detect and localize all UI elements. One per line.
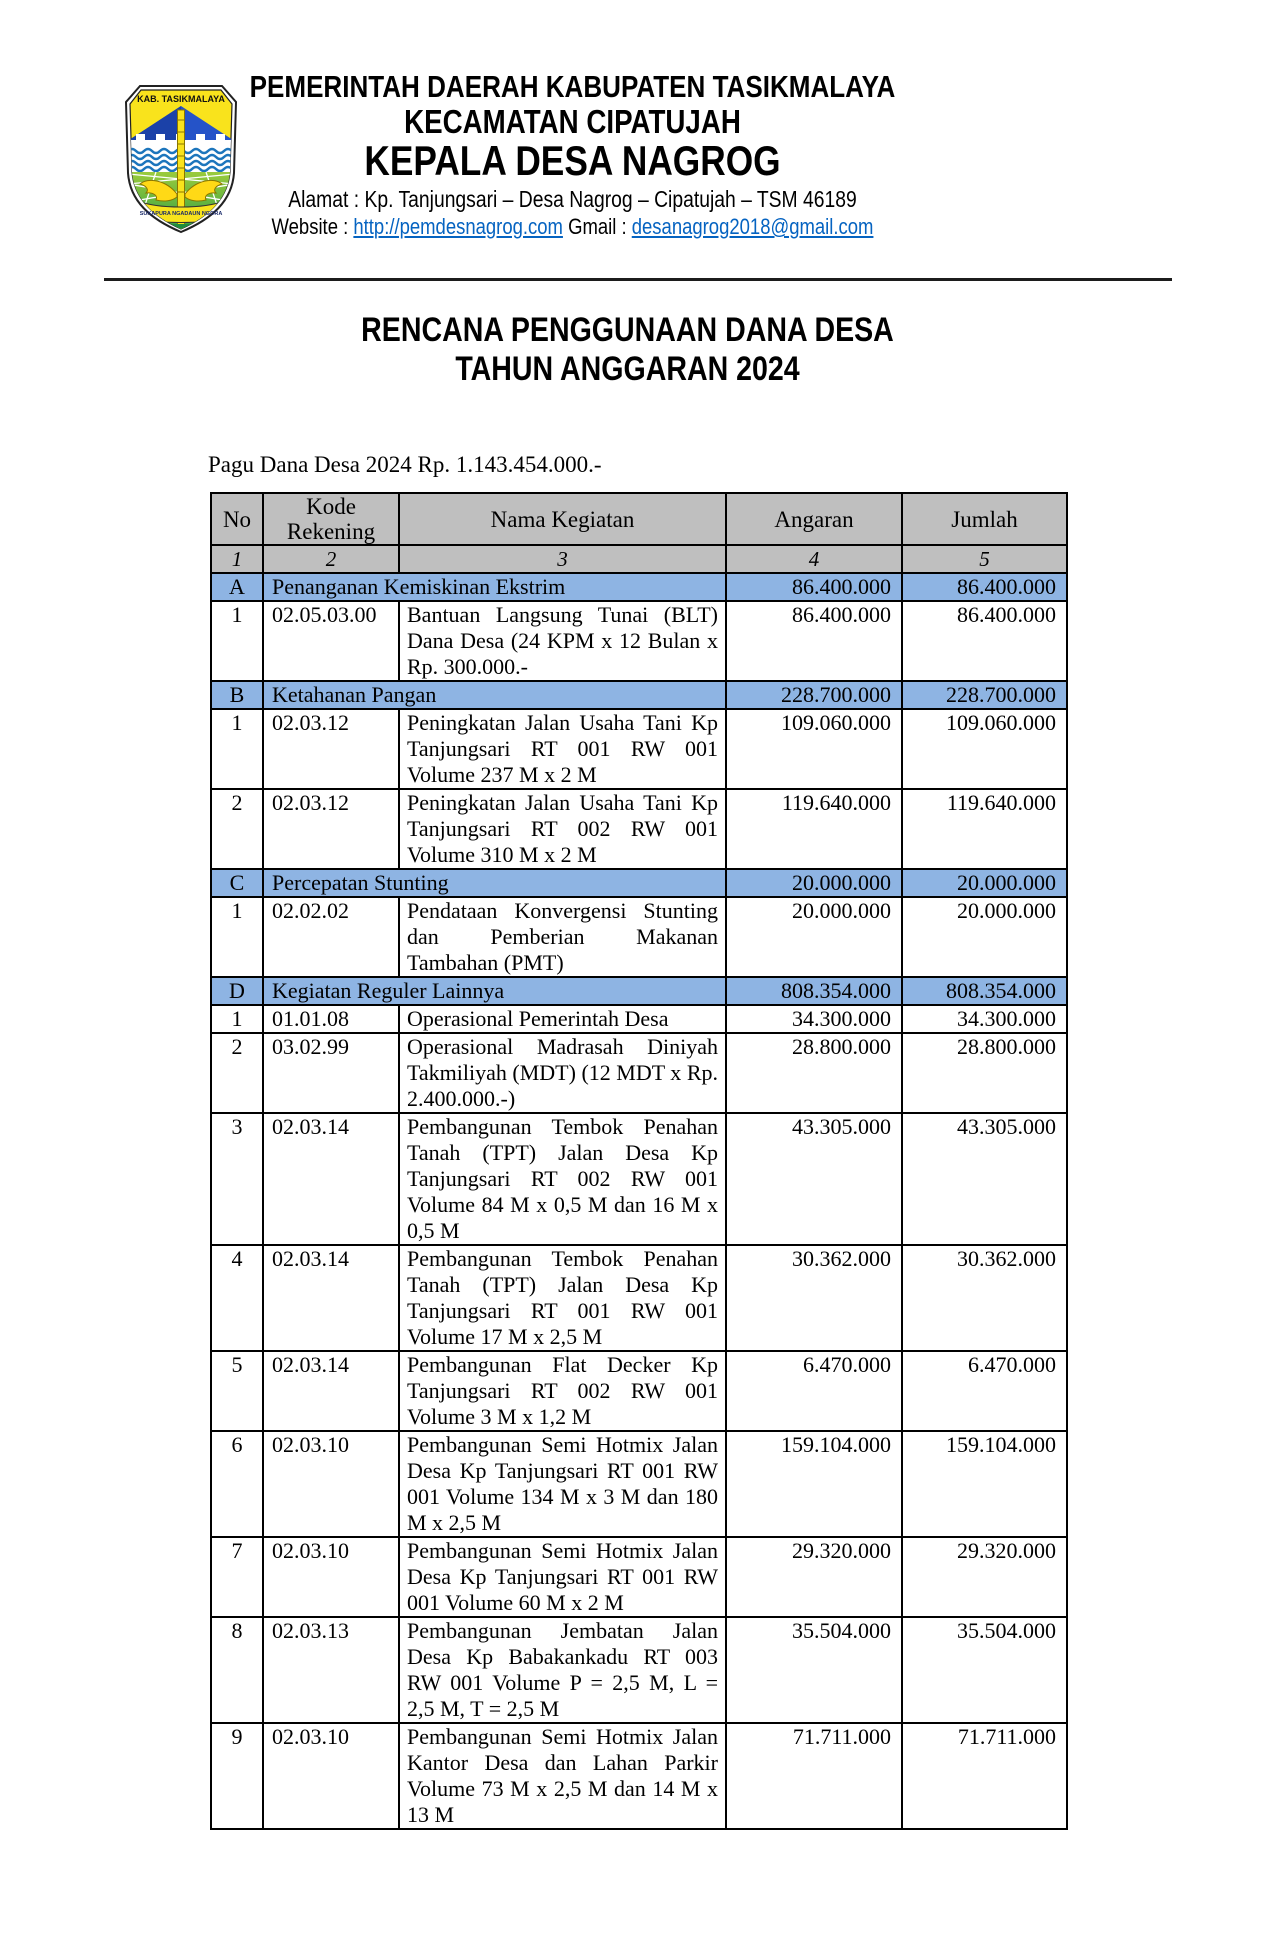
activity-row: [211, 601, 1067, 681]
no-cell: 3: [211, 1113, 263, 1245]
kode-rekening-cell: 02.02.02: [263, 897, 399, 977]
no-cell: 4: [211, 1245, 263, 1351]
no-cell: 8: [211, 1617, 263, 1723]
section-row: [211, 869, 1067, 897]
activity-row: [211, 1245, 1067, 1351]
website-label: Website :: [271, 214, 354, 239]
section-row: [211, 681, 1067, 709]
office-name: KEPALA DESA NAGROG: [364, 137, 781, 184]
angaran-cell: 86.400.000: [726, 601, 902, 681]
activity-row: [211, 1431, 1067, 1537]
doc-title-line2: TAHUN ANGGARAN 2024: [455, 350, 800, 388]
no-cell: 1: [211, 1005, 263, 1033]
gmail-label: Gmail :: [562, 214, 632, 239]
kegiatan-cell: Pembangunan Semi Hotmix Jalan Desa Kp Tanjungsari RT 001 RW 001 Volume 134 M x 3 M dan 180 M x 2,5 M: [399, 1431, 726, 1537]
doc-title-line1: RENCANA PENGGUNAAN DANA DESA: [361, 311, 894, 349]
kode-rekening-cell: 02.03.12: [263, 789, 399, 869]
no-cell: A: [211, 573, 263, 601]
jumlah-cell: 20.000.000: [902, 869, 1067, 897]
document-title: [105, 311, 1150, 389]
angaran-cell: 109.060.000: [726, 709, 902, 789]
section-name-cell: Percepatan Stunting: [263, 869, 726, 897]
angaran-cell: 34.300.000: [726, 1005, 902, 1033]
address-line: Alamat : Kp. Tanjungsari – Desa Nagrog – Cipatujah – TSM 46189: [288, 186, 857, 212]
jumlah-cell: 28.800.000: [902, 1033, 1067, 1113]
jumlah-cell: 29.320.000: [902, 1537, 1067, 1617]
no-cell: D: [211, 977, 263, 1005]
no-cell: 6: [211, 1431, 263, 1537]
angaran-cell: 71.711.000: [726, 1723, 902, 1829]
jumlah-cell: 808.354.000: [902, 977, 1067, 1005]
jumlah-cell: 86.400.000: [902, 573, 1067, 601]
logo-caption: KAB. TASIKMALAYA: [137, 94, 225, 104]
section-row: [211, 573, 1067, 601]
table-header-row: [211, 493, 1067, 545]
angaran-cell: 159.104.000: [726, 1431, 902, 1537]
kegiatan-cell: Pembangunan Flat Decker Kp Tanjungsari RT 002 RW 001 Volume 3 M x 1,2 M: [399, 1351, 726, 1431]
section-row: [211, 977, 1067, 1005]
jumlah-cell: 43.305.000: [902, 1113, 1067, 1245]
activity-row: [211, 1351, 1067, 1431]
activity-row: [211, 789, 1067, 869]
activity-row: [211, 1113, 1067, 1245]
activity-row: [211, 897, 1067, 977]
col-header-kode-rekening: Kode Rekening: [263, 493, 399, 545]
gmail-link[interactable]: desanagrog2018@gmail.com: [631, 214, 874, 239]
kode-rekening-cell: 02.03.10: [263, 1723, 399, 1829]
letterhead: [105, 70, 1040, 241]
no-cell: C: [211, 869, 263, 897]
jumlah-cell: 35.504.000: [902, 1617, 1067, 1723]
kegiatan-cell: Pembangunan Semi Hotmix Jalan Desa Kp Tanjungsari RT 001 RW 001 Volume 60 M x 2 M: [399, 1537, 726, 1617]
jumlah-cell: 20.000.000: [902, 897, 1067, 977]
kegiatan-cell: Pembangunan Jembatan Jalan Desa Kp Babakankadu RT 003 RW 001 Volume P = 2,5 M, L = 2,5 M, T = 2,5 M: [399, 1617, 726, 1723]
angaran-cell: 28.800.000: [726, 1033, 902, 1113]
budget-table: [210, 492, 1068, 1830]
kegiatan-cell: Bantuan Langsung Tunai (BLT) Dana Desa (24 KPM x 12 Bulan x Rp. 300.000.-: [399, 601, 726, 681]
section-name-cell: Kegiatan Reguler Lainnya: [263, 977, 726, 1005]
kode-rekening-cell: 02.03.14: [263, 1245, 399, 1351]
kode-rekening-cell: 02.03.14: [263, 1113, 399, 1245]
kode-rekening-cell: 02.03.10: [263, 1537, 399, 1617]
angaran-cell: 29.320.000: [726, 1537, 902, 1617]
activity-row: [211, 1005, 1067, 1033]
col-header-jumlah: Jumlah: [902, 493, 1067, 545]
kegiatan-cell: Pendataan Konvergensi Stunting dan Pemberian Makanan Tambahan (PMT): [399, 897, 726, 977]
section-name-cell: Penanganan Kemiskinan Ekstrim: [263, 573, 726, 601]
contact-line: [180, 213, 965, 241]
col-header-angaran: Angaran: [726, 493, 902, 545]
no-cell: 2: [211, 1033, 263, 1113]
angaran-cell: 43.305.000: [726, 1113, 902, 1245]
activity-row: [211, 1617, 1067, 1723]
kode-rekening-cell: 02.03.12: [263, 709, 399, 789]
activity-row: [211, 709, 1067, 789]
kegiatan-cell: Pembangunan Semi Hotmix Jalan Kantor Desa dan Lahan Parkir Volume 73 M x 2,5 M dan 14 M x 13 M: [399, 1723, 726, 1829]
angaran-cell: 119.640.000: [726, 789, 902, 869]
jumlah-cell: 30.362.000: [902, 1245, 1067, 1351]
kode-rekening-cell: 03.02.99: [263, 1033, 399, 1113]
kegiatan-cell: Operasional Madrasah Diniyah Takmiliyah (MDT) (12 MDT x Rp. 2.400.000.-): [399, 1033, 726, 1113]
no-cell: 5: [211, 1351, 263, 1431]
logo-motto: SUKAPURA NGADAUN NGORA: [139, 211, 223, 217]
activity-row: [211, 1033, 1067, 1113]
jumlah-cell: 6.470.000: [902, 1351, 1067, 1431]
no-cell: 7: [211, 1537, 263, 1617]
column-number: 3: [399, 545, 726, 573]
kode-rekening-cell: 02.03.13: [263, 1617, 399, 1723]
jumlah-cell: 109.060.000: [902, 709, 1067, 789]
angaran-cell: 20.000.000: [726, 869, 902, 897]
column-number: 1: [211, 545, 263, 573]
angaran-cell: 86.400.000: [726, 573, 902, 601]
no-cell: B: [211, 681, 263, 709]
website-link[interactable]: http://pemdesnagrog.com: [353, 214, 563, 239]
angaran-cell: 808.354.000: [726, 977, 902, 1005]
district-name: KECAMATAN CIPATUJAH: [404, 103, 741, 140]
jumlah-cell: 86.400.000: [902, 601, 1067, 681]
no-cell: 1: [211, 897, 263, 977]
header-divider: [104, 278, 1172, 281]
column-number-row: [211, 545, 1067, 573]
no-cell: 2: [211, 789, 263, 869]
angaran-cell: 228.700.000: [726, 681, 902, 709]
no-cell: 9: [211, 1723, 263, 1829]
col-header-nama-kegiatan: Nama Kegiatan: [399, 493, 726, 545]
kode-rekening-cell: 01.01.08: [263, 1005, 399, 1033]
col-header-no: No: [211, 493, 263, 545]
angaran-cell: 35.504.000: [726, 1617, 902, 1723]
jumlah-cell: 34.300.000: [902, 1005, 1067, 1033]
jumlah-cell: 119.640.000: [902, 789, 1067, 869]
no-cell: 1: [211, 601, 263, 681]
no-cell: 1: [211, 709, 263, 789]
activity-row: [211, 1723, 1067, 1829]
angaran-cell: 6.470.000: [726, 1351, 902, 1431]
jumlah-cell: 71.711.000: [902, 1723, 1067, 1829]
angaran-cell: 20.000.000: [726, 897, 902, 977]
kegiatan-cell: Pembangunan Tembok Penahan Tanah (TPT) Jalan Desa Kp Tanjungsari RT 002 RW 001 Volume 84 M x 0,5 M dan 16 M x 0,5 M: [399, 1113, 726, 1245]
kegiatan-cell: Peningkatan Jalan Usaha Tani Kp Tanjungsari RT 002 RW 001 Volume 310 M x 2 M: [399, 789, 726, 869]
kegiatan-cell: Peningkatan Jalan Usaha Tani Kp Tanjungsari RT 001 RW 001 Volume 237 M x 2 M: [399, 709, 726, 789]
column-number: 2: [263, 545, 399, 573]
kegiatan-cell: Operasional Pemerintah Desa: [399, 1005, 726, 1033]
column-number: 4: [726, 545, 902, 573]
jumlah-cell: 159.104.000: [902, 1431, 1067, 1537]
column-number: 5: [902, 545, 1067, 573]
kode-rekening-cell: 02.03.14: [263, 1351, 399, 1431]
budget-ceiling-note: Pagu Dana Desa 2024 Rp. 1.143.454.000.-: [208, 452, 602, 477]
activity-row: [211, 1537, 1067, 1617]
jumlah-cell: 228.700.000: [902, 681, 1067, 709]
government-name: PEMERINTAH DAERAH KABUPATEN TASIKMALAYA: [249, 69, 896, 104]
kode-rekening-cell: 02.03.10: [263, 1431, 399, 1537]
kode-rekening-cell: 02.05.03.00: [263, 601, 399, 681]
section-name-cell: Ketahanan Pangan: [263, 681, 726, 709]
angaran-cell: 30.362.000: [726, 1245, 902, 1351]
kegiatan-cell: Pembangunan Tembok Penahan Tanah (TPT) Jalan Desa Kp Tanjungsari RT 001 RW 001 Volume 17 M x 2,5 M: [399, 1245, 726, 1351]
